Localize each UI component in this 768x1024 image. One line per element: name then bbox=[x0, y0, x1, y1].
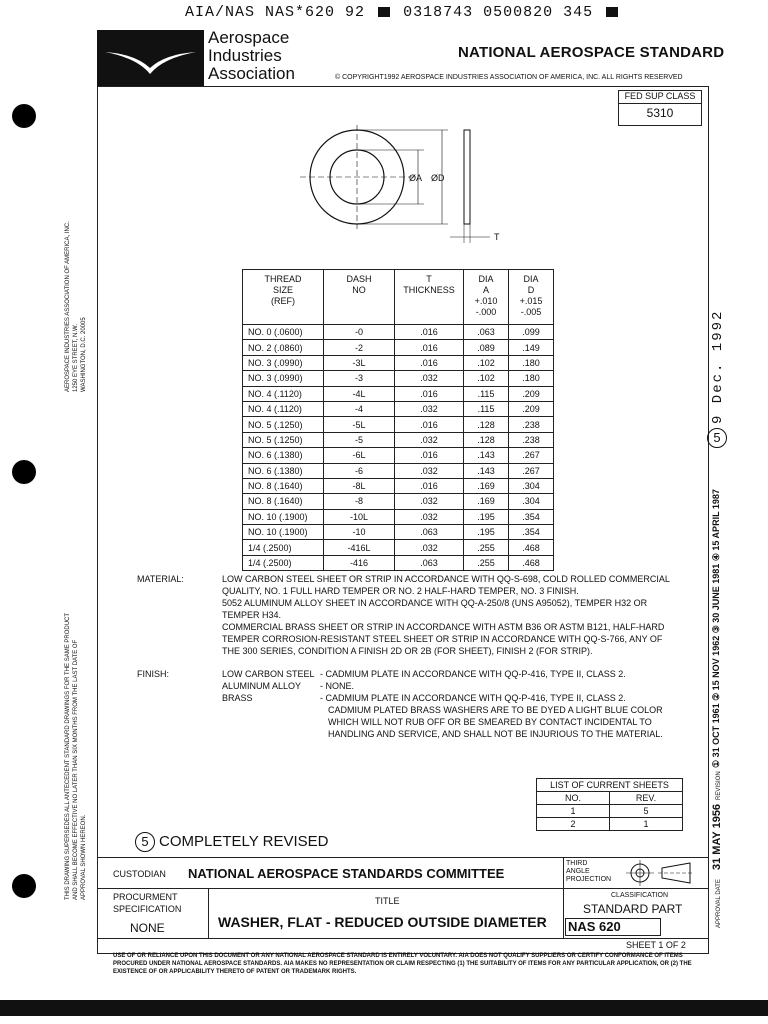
header-text: T bbox=[426, 274, 432, 284]
spec-table-row bbox=[243, 325, 554, 340]
dia-a-cell: .195 bbox=[464, 525, 509, 540]
spec-table bbox=[242, 269, 554, 571]
title-block-divider bbox=[208, 888, 209, 938]
projection-line: PROJECTION bbox=[566, 876, 612, 883]
dia-d-cell: .304 bbox=[509, 478, 554, 493]
dash-no-cell: -6 bbox=[324, 463, 395, 478]
revision-number-icon: 5 bbox=[135, 832, 155, 852]
dia-d-cell: .238 bbox=[509, 417, 554, 432]
dia-a-cell: .128 bbox=[464, 417, 509, 432]
header-text: NO bbox=[352, 285, 366, 295]
thread-size-cell: NO. 5 (.1250) bbox=[243, 432, 324, 447]
dia-a-cell: .143 bbox=[464, 448, 509, 463]
thread-size-cell: NO. 4 (.1120) bbox=[243, 386, 324, 401]
finish-brass-line: WHICH WILL NOT RUB OFF OR BE SMEARED BY CONTACT INCIDENTAL TO bbox=[328, 717, 652, 727]
thickness-cell: .032 bbox=[395, 540, 464, 555]
supersede-line: THIS DRAWING SUPERSEDES ALL ANTECEDENT STANDARD DRAWINGS FOR THE SAME PRODUCT bbox=[65, 612, 71, 900]
dash-no-cell: -416 bbox=[324, 555, 395, 570]
dia-a-cell: .143 bbox=[464, 463, 509, 478]
sheet-no: 2 bbox=[537, 818, 610, 831]
thread-size-cell: NO. 3 (.0990) bbox=[243, 371, 324, 386]
document-code-line bbox=[185, 4, 621, 21]
spec-table-row bbox=[243, 540, 554, 555]
thread-size-cell: NO. 2 (.0860) bbox=[243, 340, 324, 355]
finish-brass-line: CADMIUM PLATED BRASS WASHERS ARE TO BE DYED A LIGHT BLUE COLOR bbox=[328, 705, 663, 715]
code-mid: 0318743 0500820 345 bbox=[403, 4, 594, 21]
thickness-cell: .016 bbox=[395, 417, 464, 432]
header-text: DIA bbox=[478, 274, 494, 284]
sheet-rev: 1 bbox=[610, 818, 683, 831]
punch-hole-icon bbox=[12, 460, 36, 484]
finish-steel-text: - CADMIUM PLATE IN ACCORDANCE WITH QQ-P-416, TYPE II, CLASS 2. bbox=[320, 669, 626, 679]
dia-d-cell: .267 bbox=[509, 463, 554, 478]
thickness-cell: .016 bbox=[395, 355, 464, 370]
dia-a-cell: .255 bbox=[464, 540, 509, 555]
material-label: MATERIAL: bbox=[137, 574, 184, 584]
dash-no-cell: -5L bbox=[324, 417, 395, 432]
classification-value: STANDARD PART bbox=[583, 902, 683, 916]
dash-no-cell: -8 bbox=[324, 494, 395, 509]
thickness-cell: .032 bbox=[395, 509, 464, 524]
spec-table-row bbox=[243, 478, 554, 493]
dia-a-cell: .102 bbox=[464, 355, 509, 370]
third-angle-projection-icon bbox=[626, 860, 696, 886]
washer-drawing bbox=[300, 125, 510, 245]
dia-a-cell: .115 bbox=[464, 401, 509, 416]
dash-no-cell: -8L bbox=[324, 478, 395, 493]
thread-size-cell: 1/4 (.2500) bbox=[243, 540, 324, 555]
dia-d-cell: .354 bbox=[509, 525, 554, 540]
code-block-mark bbox=[378, 7, 390, 17]
title-block-divider bbox=[97, 857, 709, 858]
spec-table-row bbox=[243, 448, 554, 463]
dia-d-cell: .267 bbox=[509, 448, 554, 463]
header-text: +.010 bbox=[474, 296, 498, 306]
spec-table-row bbox=[243, 355, 554, 370]
spec-table-row bbox=[243, 340, 554, 355]
thickness-cell: .032 bbox=[395, 401, 464, 416]
thickness-cell: .016 bbox=[395, 478, 464, 493]
thickness-cell: .063 bbox=[395, 555, 464, 570]
title-label: TITLE bbox=[375, 896, 400, 906]
header-text: THREAD bbox=[264, 274, 302, 284]
header-text: THICKNESS bbox=[403, 285, 455, 295]
sheets-title: LIST OF CURRENT SHEETS bbox=[537, 779, 683, 792]
dia-a-cell: .063 bbox=[464, 325, 509, 340]
header-text: A bbox=[482, 285, 489, 295]
material-line: THE 300 SERIES, CONDITION A FINISH 2D OR 2B (FOR SHEET), FINISH 2 (FOR STRIP). bbox=[222, 646, 593, 656]
thickness-cell: .032 bbox=[395, 463, 464, 478]
spec-table-row bbox=[243, 525, 554, 540]
thread-size-cell: NO. 5 (.1250) bbox=[243, 417, 324, 432]
header-text: SIZE bbox=[272, 285, 293, 295]
header-text: DASH bbox=[346, 274, 372, 284]
thickness-cell: .032 bbox=[395, 432, 464, 447]
spec-table-row bbox=[243, 509, 554, 524]
aia-address bbox=[64, 221, 88, 392]
dia-d-cell: .354 bbox=[509, 509, 554, 524]
address-line: 1250 EYE STREET, N.W. bbox=[73, 323, 79, 392]
spec-table-row bbox=[243, 386, 554, 401]
col-dia-d bbox=[509, 270, 554, 325]
dash-no-cell: -416L bbox=[324, 540, 395, 555]
thread-size-cell: NO. 8 (.1640) bbox=[243, 494, 324, 509]
dash-no-cell: -3 bbox=[324, 371, 395, 386]
header-text: -.000 bbox=[475, 307, 497, 317]
dia-a-cell: .089 bbox=[464, 340, 509, 355]
col-thread-size bbox=[243, 270, 324, 325]
supersede-line: AND SHALL BECOME EFFECTIVE NO LATER THAN SIX MONTHS FROM THE LAST DATE OF bbox=[73, 639, 79, 900]
revision-note-text: COMPLETELY REVISED bbox=[159, 833, 329, 850]
thickness-cell: .016 bbox=[395, 448, 464, 463]
sheets-row bbox=[537, 805, 683, 818]
procurement-value: NONE bbox=[130, 921, 165, 935]
dash-no-cell: -4 bbox=[324, 401, 395, 416]
dia-a-cell: .115 bbox=[464, 386, 509, 401]
sheets-col-rev: REV. bbox=[610, 792, 683, 805]
current-sheets-table bbox=[536, 778, 683, 831]
dia-d-label: ØD bbox=[431, 173, 445, 183]
header-text: -.005 bbox=[520, 307, 542, 317]
dia-d-cell: .238 bbox=[509, 432, 554, 447]
fed-sup-value: 5310 bbox=[619, 103, 701, 120]
dash-no-cell: -5 bbox=[324, 432, 395, 447]
material-line: TEMPER H34. bbox=[222, 610, 282, 620]
sheet-count: SHEET 1 OF 2 bbox=[626, 940, 686, 950]
logo-line-industries: Industries bbox=[208, 46, 282, 65]
finish-brass-line: - CADMIUM PLATE IN ACCORDANCE WITH QQ-P-416, TYPE II, CLASS 2. bbox=[320, 693, 626, 703]
spec-table-row bbox=[243, 494, 554, 509]
address-line: WASHINGTON, D.C. 20005 bbox=[81, 317, 87, 392]
dia-a-cell: .169 bbox=[464, 494, 509, 509]
thread-size-cell: NO. 6 (.1380) bbox=[243, 463, 324, 478]
fed-sup-class-box bbox=[618, 90, 702, 126]
disclaimer-line: PROCURED UNDER NATIONAL AEROSPACE STANDARDS. AIA MAKES NO REPRESENTATION OR CLAIM RESPECTING (1) THE SUITABILITY OF ITEMS FOR ANY PARTICULAR APPLICATION, OR (2) THE bbox=[113, 961, 692, 967]
finish-steel-label: LOW CARBON STEEL bbox=[222, 669, 315, 679]
part-title: WASHER, FLAT - REDUCED OUTSIDE DIAMETER bbox=[218, 914, 547, 930]
code-block-mark bbox=[606, 7, 618, 17]
thickness-cell: .032 bbox=[395, 494, 464, 509]
dash-no-cell: -10 bbox=[324, 525, 395, 540]
sheets-col-no: NO. bbox=[537, 792, 610, 805]
header-text: DIA bbox=[523, 274, 539, 284]
copyright: © COPYRIGHT1992 AEROSPACE INDUSTRIES ASSOCIATION OF AMERICA, INC. ALL RIGHTS RESERVED bbox=[335, 74, 683, 81]
dia-d-cell: .468 bbox=[509, 540, 554, 555]
dia-a-label: ØA bbox=[409, 173, 423, 183]
fed-sup-label: FED SUP CLASS bbox=[624, 91, 696, 101]
thread-size-cell: NO. 8 (.1640) bbox=[243, 478, 324, 493]
custodian-label: CUSTODIAN bbox=[113, 869, 166, 879]
dash-no-cell: -0 bbox=[324, 325, 395, 340]
finish-label: FINISH: bbox=[137, 669, 170, 679]
projection-line: ANGLE bbox=[566, 868, 590, 875]
material-line: LOW CARBON STEEL SHEET OR STRIP IN ACCORDANCE WITH QQ-S-698, COLD ROLLED COMMERCIAL bbox=[222, 574, 670, 584]
dash-no-cell: -10L bbox=[324, 509, 395, 524]
code-left: AIA/NAS NAS*620 92 bbox=[185, 4, 366, 21]
col-dash-no bbox=[324, 270, 395, 325]
thickness-cell: .063 bbox=[395, 525, 464, 540]
dia-a-cell: .169 bbox=[464, 478, 509, 493]
spec-table-row bbox=[243, 432, 554, 447]
procurement-label-line: SPECIFICATION bbox=[113, 904, 182, 914]
dia-d-cell: .304 bbox=[509, 494, 554, 509]
disclaimer-line: USE OF OR RELIANCE UPON THIS DOCUMENT OR ANY NATIONAL AEROSPACE STANDARD IS ENTIRELY VOLUNTARY. AIA DOES NOT QUALIFY SUPPLIERS OR CERTIFY CONFORMANCE OF ITEMS bbox=[113, 953, 683, 959]
dash-no-cell: -3L bbox=[324, 355, 395, 370]
col-thickness bbox=[395, 270, 464, 325]
title-block-divider bbox=[97, 888, 709, 889]
thread-size-cell: NO. 0 (.0600) bbox=[243, 325, 324, 340]
projection-label bbox=[566, 860, 611, 884]
procurement-label-line: PROCURMENT bbox=[113, 892, 178, 902]
disclaimer bbox=[113, 952, 692, 976]
revision-5-date: 9 Dec. 1992 bbox=[710, 309, 726, 424]
thread-size-cell: NO. 6 (.1380) bbox=[243, 448, 324, 463]
sheet-no: 1 bbox=[537, 805, 610, 818]
logo-line-association: Association bbox=[208, 64, 295, 83]
spec-table-row bbox=[243, 417, 554, 432]
disclaimer-line: EXISTENCE OF OR APPLICABILITY THERETO OF PATENT OR TRADEMARK RIGHTS. bbox=[113, 969, 357, 975]
dia-d-cell: .209 bbox=[509, 386, 554, 401]
spec-table-row bbox=[243, 371, 554, 386]
material-line: COMMERCIAL BRASS SHEET OR STRIP IN ACCORDANCE WITH ASTM B36 OR ASTM B121, HALF-HARD bbox=[222, 622, 665, 632]
logo-text bbox=[208, 29, 295, 83]
dash-no-cell: -6L bbox=[324, 448, 395, 463]
dia-d-cell: .149 bbox=[509, 340, 554, 355]
thickness-cell: .016 bbox=[395, 386, 464, 401]
dia-d-cell: .099 bbox=[509, 325, 554, 340]
dia-d-cell: .180 bbox=[509, 355, 554, 370]
supersede-line: APPROVAL SHOWN HEREON. bbox=[81, 814, 87, 900]
punch-hole-icon bbox=[12, 874, 36, 898]
sheet-rev: 5 bbox=[610, 805, 683, 818]
dia-d-cell: .468 bbox=[509, 555, 554, 570]
approval-date-label: APPROVAL DATE bbox=[716, 879, 722, 928]
dia-d-cell: .180 bbox=[509, 371, 554, 386]
spec-table-header bbox=[243, 270, 554, 325]
spec-table-row bbox=[243, 401, 554, 416]
thickness-cell: .016 bbox=[395, 325, 464, 340]
thickness-cell: .032 bbox=[395, 371, 464, 386]
finish-aluminum-label: ALUMINUM ALLOY bbox=[222, 681, 302, 691]
revision-note bbox=[135, 832, 329, 852]
scan-edge-bar bbox=[0, 1000, 768, 1016]
revision-5-icon: 5 bbox=[707, 428, 727, 448]
supersede-note bbox=[64, 613, 88, 900]
dia-d-cell: .209 bbox=[509, 401, 554, 416]
procurement-label bbox=[113, 891, 181, 915]
projection-line: THIRD bbox=[566, 860, 588, 867]
thickness-label: T bbox=[494, 232, 500, 242]
sheets-row bbox=[537, 818, 683, 831]
material-line: TEMPER CORROSION-RESISTANT STEEL SHEET OR STRIP IN ACCORDANCE WITH QQ-S-766, ANY OF bbox=[222, 634, 663, 644]
address-line: AEROSPACE INDUSTRIES ASSOCIATION OF AMERICA, INC. bbox=[65, 221, 71, 392]
spec-table-row bbox=[243, 555, 554, 570]
dia-a-cell: .128 bbox=[464, 432, 509, 447]
revision-label: REVISION bbox=[716, 771, 722, 800]
dash-no-cell: -4L bbox=[324, 386, 395, 401]
approval-date: 31 MAY 1956 bbox=[711, 803, 723, 870]
thickness-cell: .016 bbox=[395, 340, 464, 355]
custodian-value: NATIONAL AEROSPACE STANDARDS COMMITTEE bbox=[188, 866, 505, 881]
spec-table-row bbox=[243, 463, 554, 478]
punch-hole-icon bbox=[12, 104, 36, 128]
thread-size-cell: NO. 3 (.0990) bbox=[243, 355, 324, 370]
dia-a-cell: .255 bbox=[464, 555, 509, 570]
header-text: D bbox=[527, 285, 535, 295]
finish-brass-text bbox=[320, 692, 663, 740]
thread-size-cell: NO. 10 (.1900) bbox=[243, 509, 324, 524]
finish-brass-label: BRASS bbox=[222, 693, 253, 703]
thread-size-cell: 1/4 (.2500) bbox=[243, 555, 324, 570]
part-number: NAS 620 bbox=[565, 918, 661, 936]
revision-dates: ① 31 OCT 1961 ② 15 NOV 1962 ③ 30 JUNE 1981 ④ 15 APRIL 1987 bbox=[711, 489, 721, 768]
thread-size-cell: NO. 10 (.1900) bbox=[243, 525, 324, 540]
title-block-divider bbox=[563, 857, 564, 938]
logo-line-aerospace: Aerospace bbox=[208, 28, 290, 47]
classification-label: CLASSIFICATION bbox=[611, 892, 669, 899]
header-text: +.015 bbox=[519, 296, 543, 306]
finish-aluminum-text: - NONE. bbox=[320, 681, 355, 691]
col-dia-a bbox=[464, 270, 509, 325]
dash-no-cell: -2 bbox=[324, 340, 395, 355]
title-block-divider bbox=[97, 938, 709, 939]
header-text: (REF) bbox=[271, 296, 295, 306]
material-line: QUALITY, NO. 1 FULL HARD TEMPER OR NO. 2 HALF-HARD TEMPER, NO. 3 FINISH. bbox=[222, 586, 579, 596]
revision-5 bbox=[707, 310, 727, 448]
dia-a-cell: .195 bbox=[464, 509, 509, 524]
standard-title: NATIONAL AEROSPACE STANDARD bbox=[458, 44, 725, 61]
material-text bbox=[222, 573, 670, 657]
thread-size-cell: NO. 4 (.1120) bbox=[243, 401, 324, 416]
finish-brass-line: HANDLING AND SERVICE, AND SHALL NOT BE INJURIOUS TO THE MATERIAL. bbox=[328, 729, 663, 739]
finish-material-labels bbox=[222, 668, 315, 704]
aia-logo-icon bbox=[97, 30, 204, 87]
dia-a-cell: .102 bbox=[464, 371, 509, 386]
material-line: 5052 ALUMINUM ALLOY SHEET IN ACCORDANCE WITH QQ-A-250/8 (UNS A95052), TEMPER H32 OR bbox=[222, 598, 648, 608]
